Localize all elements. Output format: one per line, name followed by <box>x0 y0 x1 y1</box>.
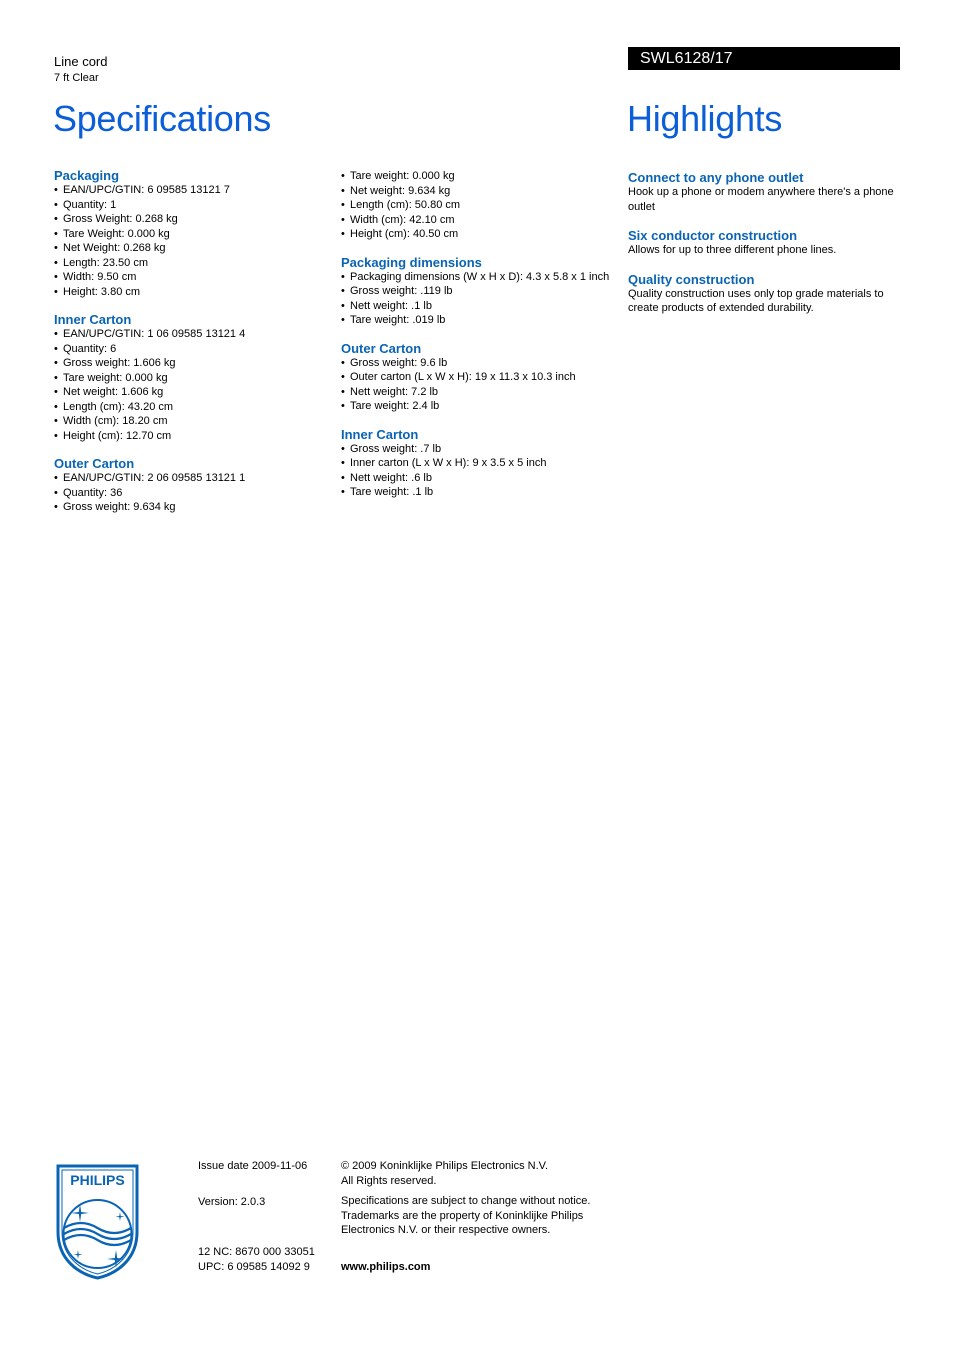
spec-list-item: • Packaging dimensions (W x H x D): 4.3 x 5.8 x 1 inch <box>341 270 621 285</box>
spec-section-heading: Outer Carton <box>341 340 422 356</box>
spec-list-item: • Tare weight: .1 lb <box>341 485 621 500</box>
spec-list-item: • Nett weight: .1 lb <box>341 299 621 314</box>
spec-section-heading: Packaging <box>54 168 120 183</box>
spec-list-item: • Length (cm): 43.20 cm <box>54 400 334 415</box>
spec-section <box>54 168 334 299</box>
spec-list-item: • Tare weight: .019 lb <box>341 313 621 328</box>
spec-section <box>54 456 334 515</box>
spec-list-item: • Length: 23.50 cm <box>54 256 334 271</box>
product-name: Line cord <box>54 54 108 69</box>
spec-list-item: • Gross weight: 9.634 kg <box>54 500 334 515</box>
spec-list-item: • Tare weight: 0.000 kg <box>54 371 334 386</box>
spec-column-1 <box>54 168 334 528</box>
spec-section <box>341 255 621 328</box>
model-number-bar: SWL6128/17 <box>628 47 900 70</box>
spec-list <box>341 270 621 328</box>
notice-line-3: Electronics N.V. or their respective owners. <box>341 1224 551 1236</box>
spec-list <box>54 183 334 299</box>
spec-list-item: • Tare weight: 2.4 lb <box>341 399 621 414</box>
logo-wordmark: PHILIPS <box>70 1172 125 1188</box>
spec-list-item: • Height (cm): 40.50 cm <box>341 227 621 242</box>
copyright-line-2: All Rights reserved. <box>341 1174 437 1187</box>
spec-list-item: • Inner carton (L x W x H): 9 x 3.5 x 5 inch <box>341 456 621 471</box>
spec-list-item: • EAN/UPC/GTIN: 2 06 09585 13121 1 <box>54 471 334 486</box>
product-variant: 7 ft Clear <box>54 72 99 84</box>
spec-list-item: • Quantity: 1 <box>54 198 334 213</box>
spec-list-item: • Height (cm): 12.70 cm <box>54 429 334 444</box>
spec-list <box>54 471 334 515</box>
spec-list-item: • Quantity: 6 <box>54 342 334 357</box>
spec-section-heading: Packaging dimensions <box>341 254 482 270</box>
spec-list-item: • Nett weight: .6 lb <box>341 471 621 486</box>
spec-list <box>54 327 334 443</box>
spec-list-item: • EAN/UPC/GTIN: 6 09585 13121 7 <box>54 183 334 198</box>
spec-list-item: • Gross weight: .7 lb <box>341 442 621 457</box>
copyright-line-1: © 2009 Koninklijke Philips Electronics N.V. <box>341 1160 549 1172</box>
highlight-text: Hook up a phone or modem anywhere there's a phone outlet <box>628 186 894 213</box>
spec-list-item: • Length (cm): 50.80 cm <box>341 198 621 213</box>
spec-list-item: • Quantity: 36 <box>54 486 334 501</box>
spec-list <box>341 442 621 500</box>
spec-section <box>54 312 334 443</box>
notice-line-2: Trademarks are the property of Koninklijke Philips <box>341 1209 584 1222</box>
highlights-title: Highlights <box>627 98 783 139</box>
spec-column-2 <box>341 169 621 513</box>
highlight-item <box>628 170 900 214</box>
highlights-column <box>628 170 900 330</box>
spec-section <box>341 169 621 242</box>
spec-section <box>341 427 621 500</box>
spec-list-item: • Net weight: 9.634 kg <box>341 184 621 199</box>
spec-list-item: • Height: 3.80 cm <box>54 285 334 300</box>
spec-list-item: • Width (cm): 18.20 cm <box>54 414 334 429</box>
spec-list-item: • Tare Weight: 0.000 kg <box>54 227 334 242</box>
upc-number: UPC: 6 09585 14092 9 <box>198 1260 310 1273</box>
issue-date: Issue date 2009-11-06 <box>198 1160 308 1172</box>
version: Version: 2.0.3 <box>198 1195 266 1208</box>
spec-list-item: • Width (cm): 42.10 cm <box>341 213 621 228</box>
spec-section <box>341 341 621 414</box>
highlight-heading: Connect to any phone outlet <box>628 170 804 185</box>
spec-list-item: • Gross weight: .119 lb <box>341 284 621 299</box>
spec-list-item: • Net weight: 1.606 kg <box>54 385 334 400</box>
highlight-text: Quality construction uses only top grade materials to create products of extended durability. <box>628 287 884 314</box>
spec-list-item: • Nett weight: 7.2 lb <box>341 385 621 400</box>
footer-legal <box>341 1159 631 1274</box>
spec-section-heading: Inner Carton <box>341 426 419 442</box>
spec-list-item: • Gross weight: 1.606 kg <box>54 356 334 371</box>
nc-number: 12 NC: 8670 000 33051 <box>198 1246 315 1258</box>
spec-list <box>341 356 621 414</box>
spec-list-item: • Outer carton (L x W x H): 19 x 11.3 x 10.3 inch <box>341 370 621 385</box>
highlight-text: Allows for up to three different phone lines. <box>628 244 837 256</box>
notice-line-1: Specifications are subject to change without notice. <box>341 1195 591 1207</box>
spec-list-item: • Width: 9.50 cm <box>54 270 334 285</box>
highlight-item <box>628 272 900 316</box>
website-link[interactable]: www.philips.com <box>341 1260 431 1273</box>
spec-list-item: • Gross Weight: 0.268 kg <box>54 212 334 227</box>
spec-list <box>341 169 621 242</box>
spec-section-heading: Inner Carton <box>54 312 132 327</box>
spec-list-item: • Gross weight: 9.6 lb <box>341 356 621 371</box>
spec-list-item: • EAN/UPC/GTIN: 1 06 09585 13121 4 <box>54 327 334 342</box>
spec-section-heading: Outer Carton <box>54 456 135 471</box>
specifications-title: Specifications <box>53 98 271 139</box>
highlight-item <box>628 228 900 258</box>
footer-meta <box>198 1159 328 1274</box>
spec-list-item: • Tare weight: 0.000 kg <box>341 169 621 184</box>
highlight-heading: Quality construction <box>628 271 755 287</box>
highlight-heading: Six conductor construction <box>628 228 798 243</box>
spec-list-item: • Net Weight: 0.268 kg <box>54 241 334 256</box>
philips-shield-logo <box>54 1162 141 1280</box>
philips-shield-icon <box>54 1162 141 1280</box>
